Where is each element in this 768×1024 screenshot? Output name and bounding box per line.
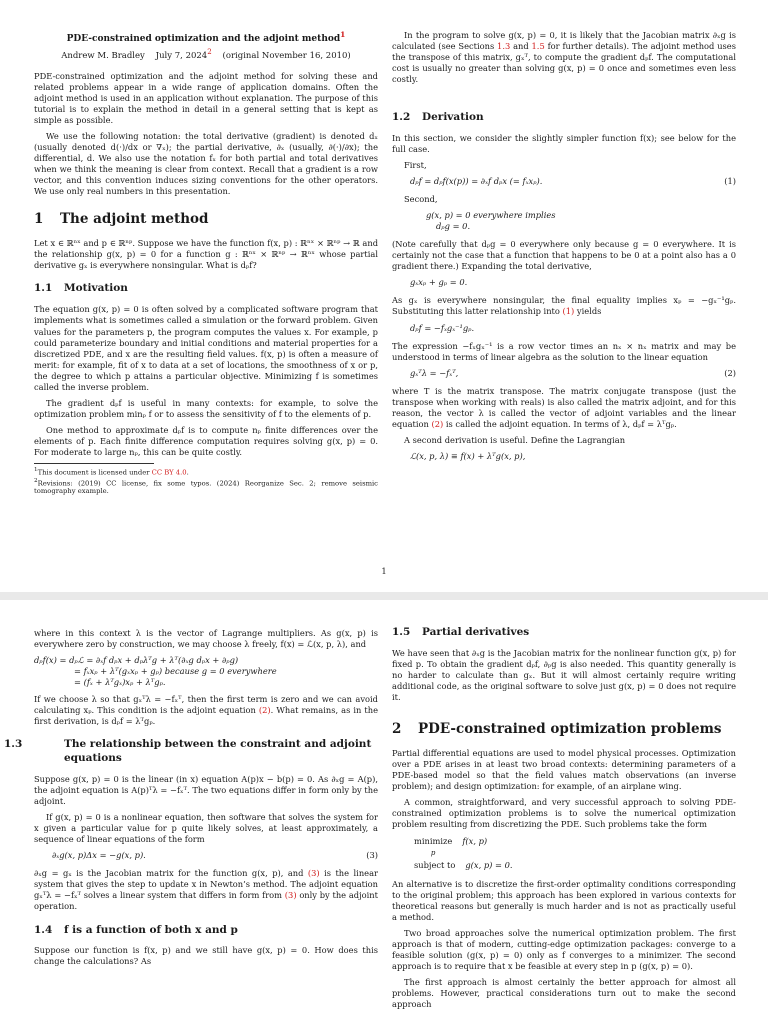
ref-section-1-5[interactable]: 1.5 — [531, 41, 545, 52]
ref-equation-2[interactable]: (2) — [431, 418, 444, 429]
constraint: g(x, p) = 0. — [465, 859, 513, 870]
subject-to-label: subject to — [414, 859, 456, 870]
expansion-equation: gₓxₚ + gₚ = 0. — [410, 277, 468, 288]
section-1-5-paragraph: We have seen that ∂ₓg is the Jacobian matrix for the nonlinear function g(x, p) for fixed p. To obtain the gradient dₚf, ∂ₚg is also needed. This quantity generally is no harder to calculate than gₓ. But it will almost certainly require writing additional code, as the original software to solve just g(x, p) = 0 does not require it. — [392, 647, 736, 703]
derivation-line-1: dₚf(x) = dₚℒ = ∂ₓf dₚx + dₚλᵀg + λᵀ(∂ₓg dₚx + ∂ₚg) — [34, 655, 239, 666]
title-footnote-mark[interactable]: 1 — [340, 30, 346, 39]
equation-3: ∂ₓg(x, p)Δx = −g(x, p). (3) — [52, 850, 378, 861]
section-1-1-heading: 1.1 Motivation — [34, 282, 128, 295]
derivation-paragraph-2: (Note carefully that dₚg = 0 everywhere only because g = 0 everywhere. It is certainly not the case that a function that happens to be 0 at a point also has a 0 gradient there.) Expanding the total derivative, — [392, 239, 736, 272]
section-1-4-heading: 1.4 f is a function of both x and p — [34, 923, 238, 936]
derivation-paragraph-4: The expression −fₓgₓ⁻¹ is a row vector times an nₓ × nₓ matrix and may be understood in terms of linear algebra as the solution to the linear equation — [392, 340, 736, 362]
ref-equation-2-p2[interactable]: (2) — [258, 705, 271, 716]
equation-2: gₓᵀλ = −fₓᵀ, (2) — [410, 367, 736, 378]
author-name: Andrew M. Bradley — [61, 50, 145, 61]
implication-line-2: dₚg = 0. — [436, 221, 471, 232]
original-date: (original November 16, 2010) — [222, 50, 351, 61]
adjoint-intro-paragraph: In the program to solve g(x, p) = 0, it is likely that the Jacobian matrix ∂ₓg is calculated (see Sections 1.3 and 1.5 for further details). The adjoint method uses the transpose of this matrix, gₓᵀ, to compute the gradient dₚf. The computational cost is usually no greater than solving g(x, p) = 0 once and sometimes even less costly. — [392, 30, 736, 85]
minimize-label: minimize — [414, 836, 453, 847]
ref-equation-1[interactable]: (1) — [562, 306, 575, 317]
implication-line-1: g(x, p) = 0 everywhere implies — [426, 210, 556, 221]
equation-1-number: (1) — [724, 176, 736, 187]
paper-date: July 7, 2024 — [155, 50, 208, 61]
footnote-2: $^2$Revisions: (2019) CC license, fix some typos. (2024) Reorganize Sec. 2; remove seismic tomography example. — [34, 477, 378, 496]
ref-section-1-3[interactable]: 1.3 — [497, 41, 511, 52]
derivation-paragraph-3: As gₓ is everywhere nonsingular, the final equality implies xₚ = −gₓ⁻¹gₚ. Substituting this latter relationship into (1) yields — [392, 295, 736, 317]
page2-right-column — [392, 622, 736, 1015]
section-1-text: Let x ∈ ℝⁿˣ and p ∈ ℝⁿᵖ. Suppose we have the function f(x, p) : ℝⁿˣ × ℝⁿᵖ → ℝ and the relationship g(x, p) = 0 for a function g : ℝⁿˣ × ℝⁿᵖ → ℝⁿˣ whose partial derivative gₓ is everywhere nonsingular. What is dₚf? — [34, 238, 378, 271]
derivation-paragraph-6: A second derivation is useful. Define the Lagrangian — [404, 434, 626, 445]
minimize-variable: p — [430, 849, 436, 858]
adjoint-condition-paragraph: If we choose λ so that gₓᵀλ = −fₓᵀ, then the first term is zero and we can avoid calculating xₚ. This condition is the adjoint equation (2). What remains, as in the first derivation, is dₚf = λᵀgₚ. — [34, 694, 378, 727]
derivation-line-2: = fₓxₚ + λᵀ(gₓxₚ + gₚ) because g = 0 everywhere — [74, 666, 277, 677]
page-2 — [0, 600, 768, 1024]
equation-2-number: (2) — [724, 367, 736, 378]
intro-paragraph-1: PDE-constrained optimization and the adjoint method for solving these and related problems appear in a wide range of application domains. Often the adjoint method is used in an application without explanation. The purpose of this tutorial is to explain the method in detail in a general setting that is kept as simple as possible. — [34, 71, 378, 126]
derivation-first: First, — [404, 160, 427, 171]
page1-right-column — [392, 30, 736, 469]
derivation-line-3: = (fₓ + λᵀgₓ)xₚ + λᵀgₚ. — [74, 677, 166, 688]
date-footnote-mark[interactable]: 2 — [207, 46, 212, 56]
section-1-5-heading: 1.5 Partial derivatives — [392, 626, 530, 638]
page1-left-column — [34, 30, 378, 497]
lagrange-paragraph: where in this context λ is the vector of Lagrange multipliers. As g(x, p) is everywhere zero by construction, we may choose λ freely, f(x) = ℒ(x, p, λ), and — [34, 628, 378, 650]
section-1-3-paragraph-1: Suppose g(x, p) = 0 is the linear (in x) equation A(p)x − b(p) = 0. As ∂ₓg = A(p), the adjoint equation is A(p)ᵀλ = −fₓᵀ. The two equations differ in form only by the adjoint. — [34, 774, 378, 807]
section-1-heading: 1 The adjoint method — [34, 211, 209, 228]
optimization-problem — [414, 836, 736, 870]
objective: f(x, p) — [462, 836, 488, 847]
page-number: 1 — [381, 566, 387, 576]
author-line — [34, 47, 378, 62]
section-1-3-heading: 1.3 The relationship between the constraint and adjoint equations — [4, 738, 372, 765]
motivation-paragraph-2: The gradient dₚf is useful in many contexts: for example, to solve the optimization problem minₚ f or to assess the sensitivity of f to the elements of p. — [34, 397, 378, 419]
section-2-heading: 2 PDE-constrained optimization problems — [392, 721, 722, 738]
derivation-paragraph-5: where T is the matrix transpose. The matrix conjugate transpose (just the transpose when working with reals) is also called the matrix adjoint, and for this reason, the vector λ is called the vector of adjoint variables and the linear equation (2) is called the adjoint equation. In terms of λ, dₚf = λᵀgₚ. — [392, 385, 736, 429]
derivation-second: Second, — [404, 194, 438, 205]
equation-3-number: (3) — [366, 850, 378, 861]
section-2-paragraph-1: Partial differential equations are used to model physical processes. Optimization over a PDE arises in at least two broad contexts: determining parameters of a PDE-based model so that the field values match observations (an inverse problem); and design optimization: for example, of an airplane wing. — [392, 748, 736, 792]
section-1-3-paragraph-3: ∂ₓg = gₓ is the Jacobian matrix for the function g(x, p), and (3) is the linear system that gives the step to update x in Newton’s method. The adjoint equation gₓᵀλ = −fₓᵀ solves a linear system that differs in form from (3) only by the adjoint operation. — [34, 868, 378, 912]
ref-equation-3-b[interactable]: (3) — [284, 890, 297, 901]
section-1-4-paragraph: Suppose our function is f(x, p) and we still have g(x, p) = 0. How does this change the calculations? As — [34, 945, 378, 967]
section-2-paragraph-4: Two broad approaches solve the numerical optimization problem. The first approach is that of modern, cutting-edge optimization packages: converge to a feasible solution (g(x, p) = 0) only as f converges to a minimizer. The second approach is to require that x be feasible at every step in p (g(x, p) = 0). — [392, 927, 736, 971]
section-1-3-paragraph-2: If g(x, p) = 0 is a nonlinear equation, then software that solves the system for x given a particular value for p quite likely solves, at least approximately, a sequence of linear equations of the form — [34, 812, 378, 845]
lagrangian-equation: ℒ(x, p, λ) ≡ f(x) + λᵀg(x, p), — [410, 450, 526, 461]
motivation-paragraph-1: The equation g(x, p) = 0 is often solved by a complicated software program that implements what is sometimes called a simulation or the forward problem. Given values for the parameters p, the program computes the values x. For example, p could parameterize boundary and initial conditions and material properties for a discretized PDE, and x are the resulting field values. f(x, p) is often a measure of merit: for example, fit of x to data at a set of locations, the smoothness of x or p, the degree to which p attains a particular objective. Minimizing f is sometimes called the inverse problem. — [34, 304, 378, 392]
section-2-paragraph-2: A common, straightforward, and very successful approach to solving PDE-constrained optimization problems is to solve the numerical optimization problem resulting from discretizing the PDE. Such problems take the form — [392, 797, 736, 830]
page2-left-column — [4, 628, 378, 973]
footnote-rule — [34, 463, 154, 464]
ref-equation-3-a[interactable]: (3) — [307, 868, 320, 879]
intro-paragraph-2: We use the following notation: the total derivative (gradient) is denoted dₓ (usually denoted d(·)/dx or ∇ₓ); the partial derivative, ∂ₓ (usually, ∂(·)/∂x); the differential, d. We also use the notation fₓ for both partial and total derivatives when we think the meaning is clear from context. Recall that a gradient is a row vector, and this convention induces sizing conventions for the other operators. We use only real numbers in this presentation. — [34, 131, 378, 197]
gradient-equation: dₚf = −fₓgₓ⁻¹gₚ. — [410, 322, 475, 333]
page-divider — [0, 592, 768, 600]
equation-1: dₚf = dₚf(x(p)) = ∂ₓf dₚx (= fₓxₚ). (1) — [410, 176, 736, 187]
license-link[interactable]: CC BY 4.0 — [151, 468, 187, 477]
paper-title: PDE-constrained optimization and the adjoint method$^1$ — [66, 30, 346, 44]
motivation-paragraph-3: One method to approximate dₚf is to compute nₚ finite differences over the elements of p. Each finite difference computation requires solving g(x, p) = 0. For moderate to large nₚ, this can be quite costly. — [34, 424, 378, 457]
footnote-1: $^1$This document is licensed under CC BY 4.0. — [34, 466, 189, 477]
section-1-2-heading: 1.2 Derivation — [392, 111, 484, 124]
derivation-paragraph-1: In this section, we consider the slightly simpler function f(x); see below for the full case. — [392, 133, 736, 155]
section-2-paragraph-5: The first approach is almost certainly the better approach for almost all problems. However, practical considerations turn out to make the second approach — [392, 976, 736, 1009]
section-2-paragraph-3: An alternative is to discretize the first-order optimality conditions corresponding to the original problem; this approach has been explored in various contexts for theoretical reasons but generally is much harder and is not as practically useful a method. — [392, 878, 736, 922]
